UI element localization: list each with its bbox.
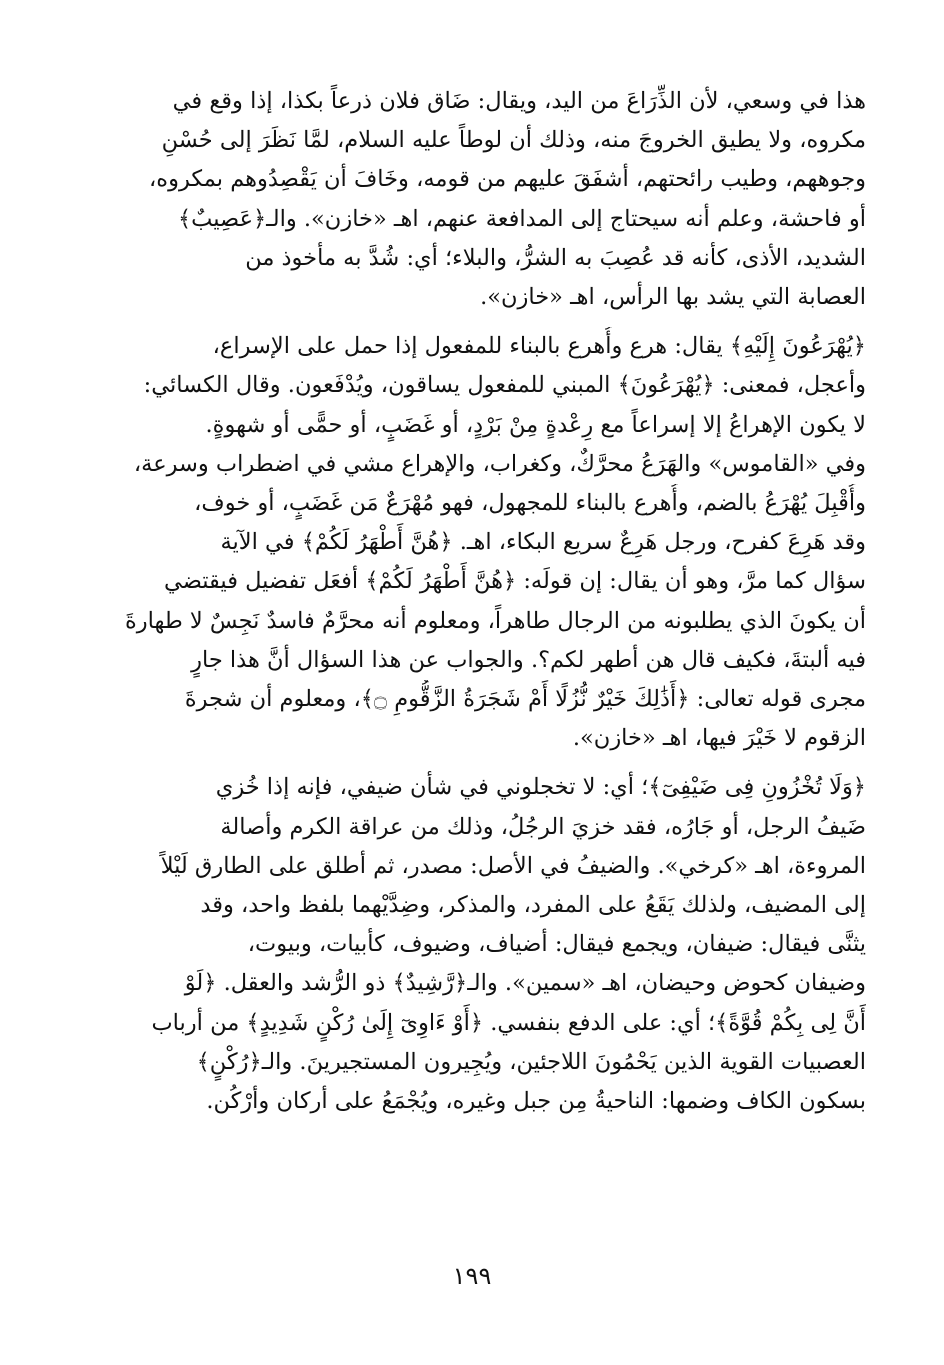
text-line: وجوههم، وطيب رائحتهم، أشفَقَ عليهم من قومه، وخَافَ أن يَقْصِدُوهم بمكروه، [149, 166, 866, 193]
text-line: لا يكون الإهراعُ إلا إسراعاً مع رِعْدةٍ مِنْ بَرْدٍ، أو غَضَبٍ، أو حمًّى أو شهوةٍ. [205, 411, 866, 438]
paragraph-3 [102, 768, 866, 1121]
text-line: وقد هَرِعَ كفرح، ورجل هَرِعٌ سريع البكاء، اهـ. ﴿هُنَّ أَطْهَرُ لَكُمْ﴾ في الآية [220, 529, 866, 556]
text-line: المروءة، اهـ «كرخي». والضيفُ في الأصل: مصدر، ثم أطلق على الطارق لَيْلاً [160, 852, 866, 879]
text-line: هذا في وسعي، لأن الذِّرَاعَ من اليد، ويقال: ضَاق فلان ذرعاً بكذا، إذا وقع في [172, 88, 866, 114]
text-line: وضيفان كحوض وحيضان، اهـ «سمين». والـ﴿رَّشِيدٌ﴾ ذو الرُّشد والعقل. ﴿لَوْ [184, 970, 866, 997]
text-line: بسكون الكاف وضمها: الناحيةُ مِن جبل وغيره، ويُجْمَعُ على أركان وأرْكُن. [206, 1088, 866, 1115]
text-line: ﴿وَلَا تُخْزُونِ فِى ضَيْفِىٓ﴾؛ أي: لا تخجلوني في شأن ضيفي، فإنه إذا خُزي [215, 774, 866, 801]
text-line: العصبيات القوية الذين يَحْمُونَ اللاجئين، ويُجِيرون المستجيرينَ. والـ﴿رُكْنٍ﴾ [196, 1048, 866, 1075]
text-line: سؤال كما مرَّ، وهو أن يقال: إن قولَه: ﴿هُنَّ أَطْهَرُ لَكُمْ﴾ أفعَل تفضيل فيقتضي [164, 568, 866, 595]
main-text [102, 82, 866, 1121]
text-line: ﴿يُهْرَعُونَ إِلَيْهِ﴾ يقال: هرع وأُهرع بالبناء للمفعول إذا حمل على الإسراع، [212, 333, 866, 360]
text-line: الزقوم لا خَيْرَ فيها، اهـ «خازن». [572, 725, 866, 752]
text-line: أن يكونَ الذي يطلبونه من الرجال طاهراً، ومعلوم أنه محرَّمٌ فاسدٌ نَجِسٌ لا طهارةَ [124, 607, 866, 634]
text-line: مجرى قوله تعالى: ﴿أَذَٰلِكَ خَيْرٌ نُّزُلًا أَمْ شَجَرَةُ الزَّقُّومِ ۝﴾، ومعلوم أن شجرةَ [184, 686, 866, 713]
text-line: الشديد، الأذى، كأنه قد عُصِبَ به الشرُّ، والبلاء؛ أي: شُدَّ به مأخوذ من [245, 244, 866, 271]
text-line: فيه ألبتةَ، فكيف قال هن أطهر لكم؟. والجواب عن هذا السؤال أنَّ هذا جارٍ [191, 646, 866, 673]
text-line: إلى المضيف، ولذلك يَقَعُ على المفرد، والمذكر، وضِدَّيْهما بلفظ واحد، وقد [200, 892, 866, 919]
text-line: أو فاحشة، وعلم أنه سيحتاج إلى المدافعة عنهم، اهـ «خازن». والـ﴿عَصِيبٌ﴾ [177, 205, 866, 232]
text-line: العصابة التي يشد بها الرأس، اهـ «خازن». [480, 284, 866, 311]
text-line: أَنَّ لِى بِكُمْ قُوَّةً﴾؛ أي: على الدفع بنفسي. ﴿أَوْ ءَاوِىٓ إِلَىٰ رُكْنٍ شَدِيدٍ﴾ من أرباب [151, 1009, 866, 1036]
page-number: ١٩٩ [452, 1262, 492, 1290]
text-line: ضَيفُ الرجل، أو جَارُه، فقد خزيَ الرجُلُ، وذلك من عراقة الكرم وأصالة [220, 813, 866, 840]
text-line: وأُقْبِلَ يُهْرَعُ بالضم، وأُهرع بالبناء للمجهول، فهو مُهْرَعٌ مَن غَضَبٍ، أو خوف، [194, 490, 866, 517]
text-line: يثنَّى فيقال: ضيفان، ويجمع فيقال: أضياف، وضيوف، كأبيات، وبيوت، [247, 931, 866, 958]
paragraph-1 [102, 82, 866, 317]
paragraph-2 [102, 327, 866, 758]
text-line: وفي «القاموس» والهَرَعُ محرَّكٌ، وكغراب، والإهراع مشي في اضطراب وسرعة، [133, 450, 866, 477]
text-line: مكروه، ولا يطيق الخروجَ منه، وذلك أن لوطاً عليه السلام، لمَّا نَظَرَ إلى حُسْنِ [161, 127, 866, 154]
text-line: وأعجل، فمعنى: ﴿يُهْرَعُونَ﴾ المبني للمفعول يساقون، ويُدْفَعون. وقال الكسائي: [143, 372, 866, 399]
